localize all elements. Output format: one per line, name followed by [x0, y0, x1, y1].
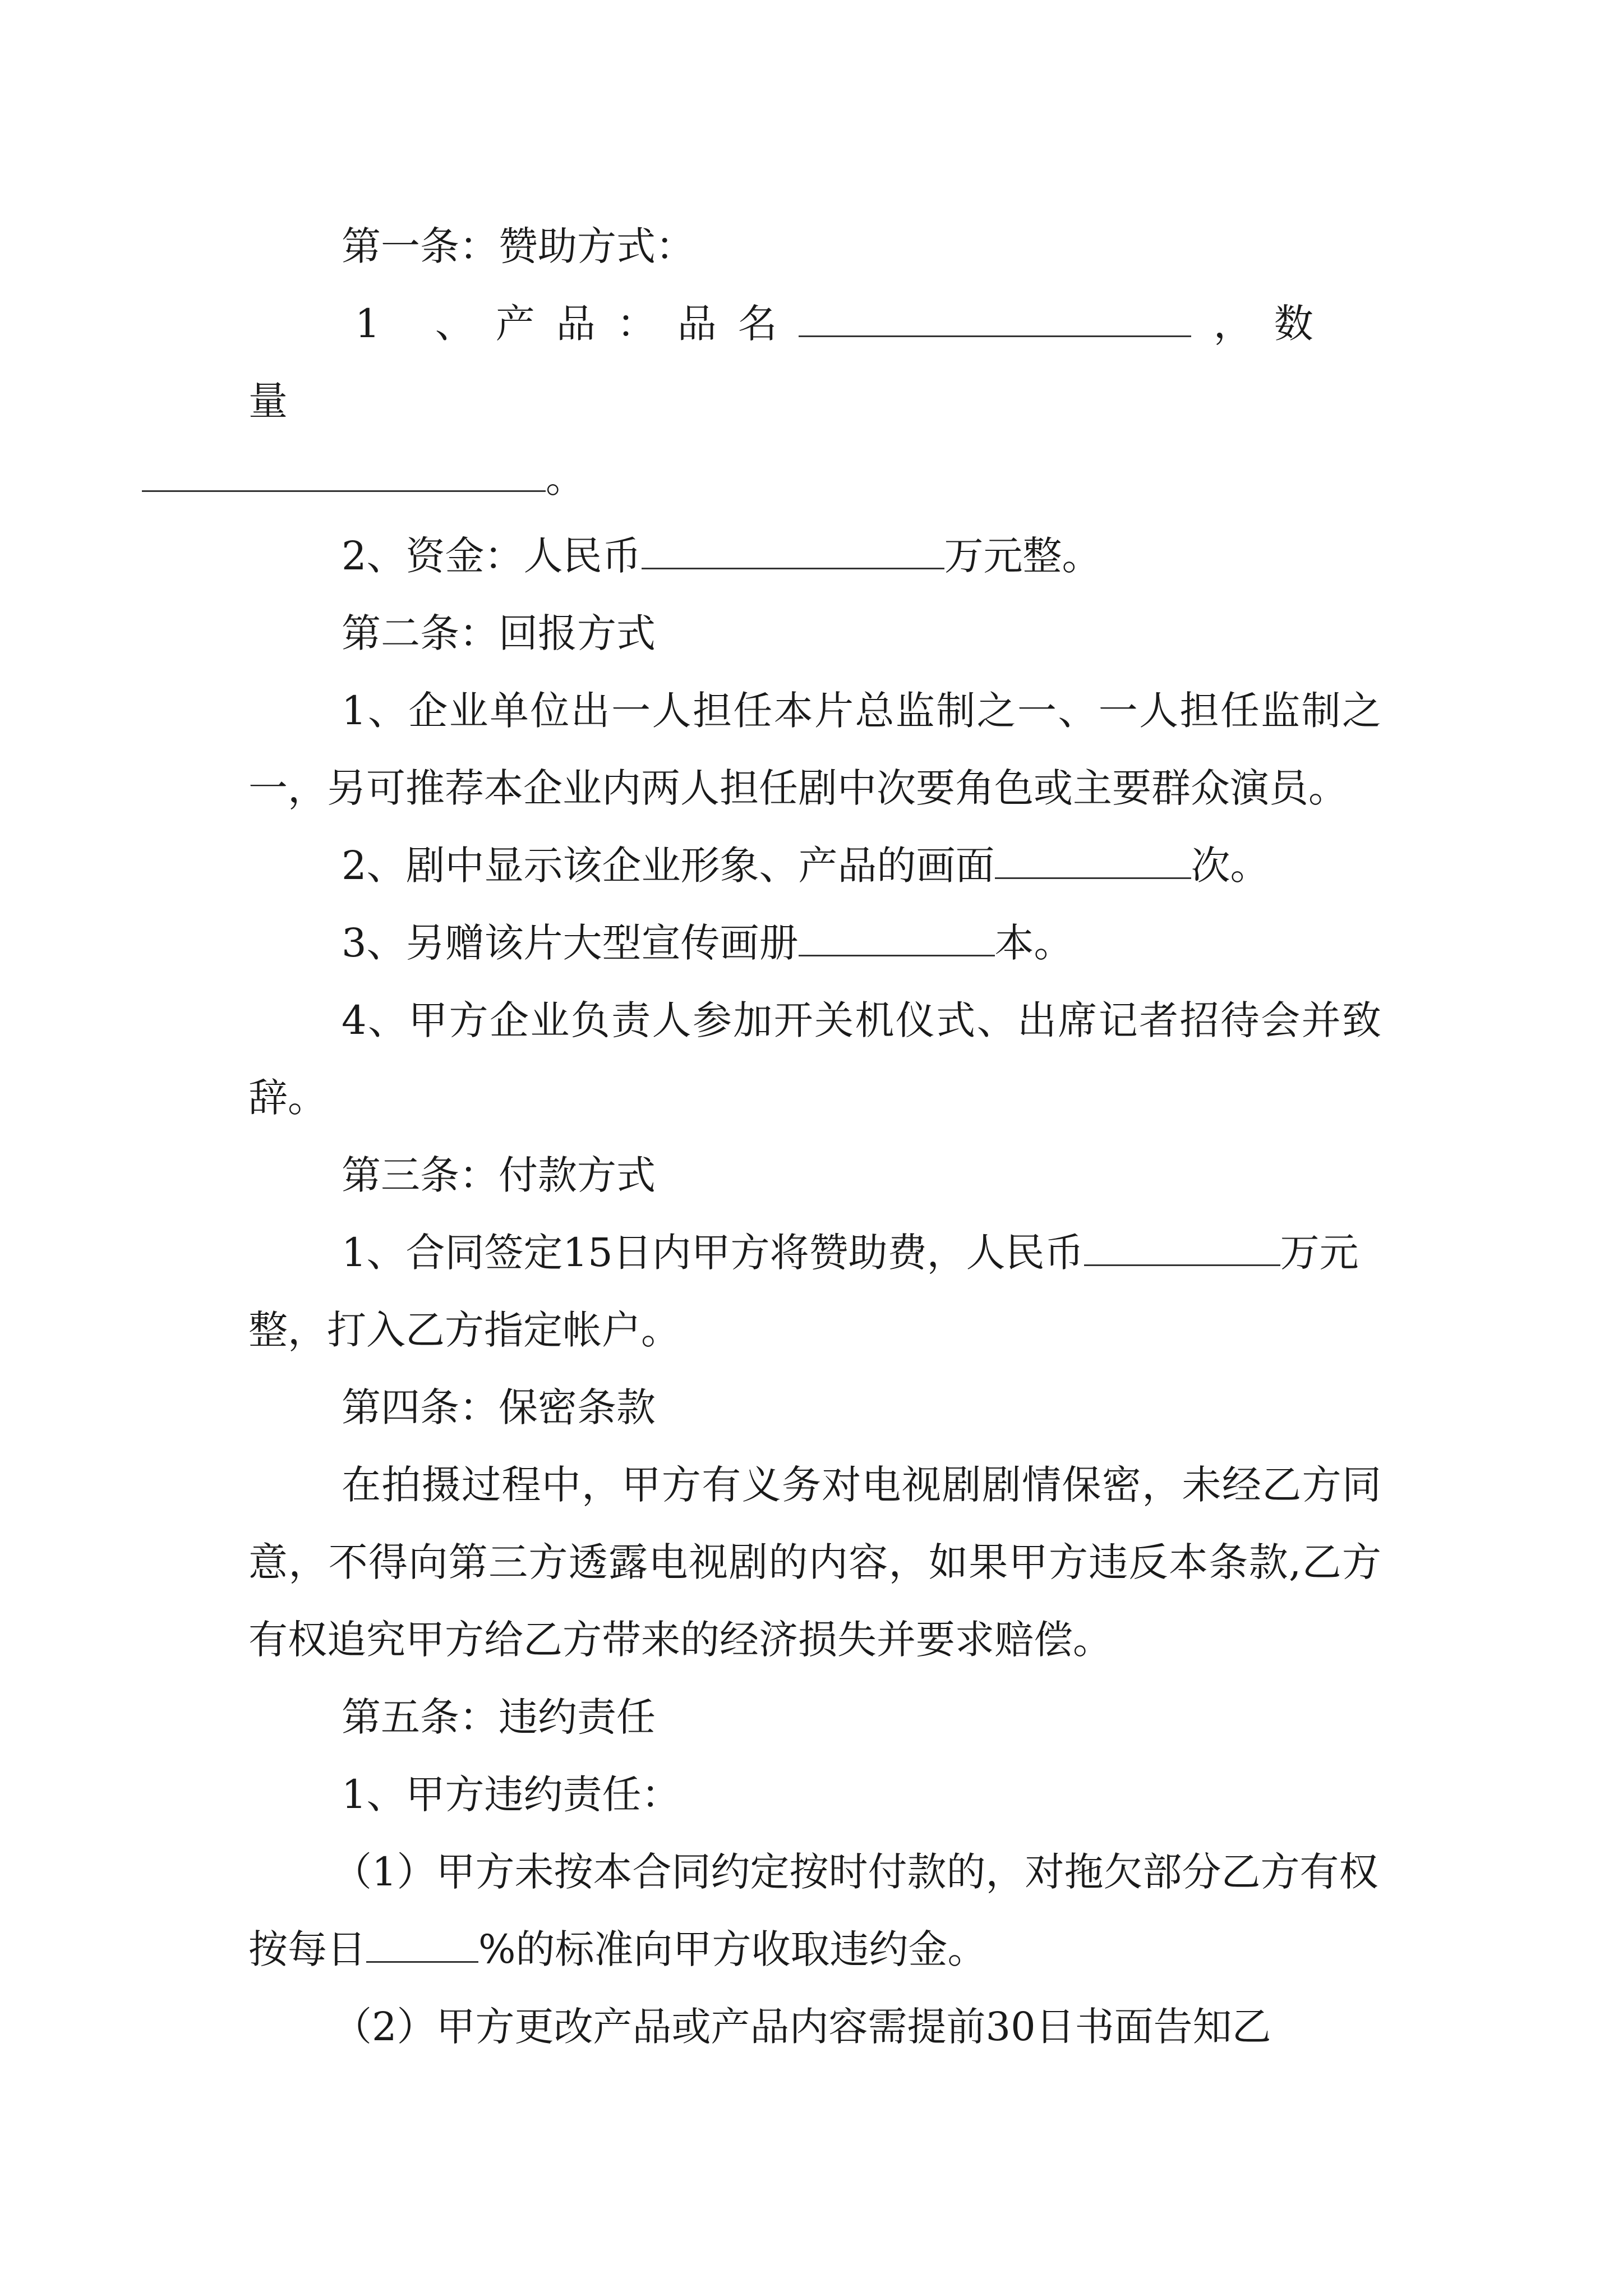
sub-1-suffix: %的标准向甲方收取违约金。 [478, 1926, 987, 1972]
article-4-title [248, 1369, 1381, 1446]
article-3-title [248, 1137, 1381, 1214]
article-1-title-text: 第一条：赞助方式： [342, 223, 695, 269]
sub-2-text: （2）甲方更改产品或产品内容需提前30日书面告知乙 [333, 2004, 1271, 2050]
article-2-item-4: 4、甲方企业负责人参加开关机仪式、出席记者招待会并致辞。 [248, 997, 1381, 1121]
article-4-title-text: 第四条：保密条款 [342, 1384, 656, 1430]
item-2-suffix: 万元整。 [944, 533, 1101, 579]
item-2-prefix: 2、资金：人民币 [342, 533, 642, 579]
article-1-title [248, 208, 1381, 285]
article-2-item-1: 1、企业单位出一人担任本片总监制之一、一人担任监制之一，另可推荐本企业内两人担任剧中次要角色或主要群众演员。 [248, 688, 1381, 811]
screen-times-blank [995, 845, 1191, 879]
contract-body [248, 208, 1381, 2065]
funds-amount-blank [642, 535, 944, 569]
item-2-3-prefix: 3、另赠该片大型宣传画册 [342, 920, 799, 966]
article-3-title-text: 第三条：付款方式 [342, 1152, 656, 1198]
item-3-1-prefix: 1、合同签定15日内甲方将赞助费，人民币 [342, 1230, 1084, 1276]
article-3-item-1 [248, 1214, 1381, 1369]
article-5-title [248, 1678, 1381, 1756]
article-5-item-1 [248, 1756, 1381, 1833]
item-1-end: 。 [546, 455, 585, 501]
article-2-title [248, 595, 1381, 672]
item-2-3-suffix: 本。 [994, 920, 1073, 966]
quantity-blank [142, 458, 546, 492]
penalty-rate-blank [366, 1929, 478, 1963]
item-5-1-text: 1、甲方违约责任： [342, 1772, 681, 1818]
article-5-title-text: 第五条：违约责任 [342, 1694, 656, 1740]
article-1-item-2 [248, 517, 1381, 595]
item-1-quantity-label: ，数量 [248, 301, 1335, 424]
article-2-item-2 [248, 827, 1381, 904]
article-4-body: 在拍摄过程中，甲方有义务对电视剧剧情保密，未经乙方同意，不得向第三方透露电视剧的内容，如果甲方违反本条款,乙方有权追究甲方给乙方带来的经济损失并要求赔偿。 [248, 1462, 1381, 1663]
article-5-sub-1 [248, 1833, 1381, 1988]
item-2-2-suffix: 次。 [1191, 843, 1270, 889]
product-name-blank [799, 303, 1191, 337]
item-1-product-label: 1 、产品：品名 [355, 301, 799, 347]
article-5-sub-2 [248, 1988, 1381, 2065]
item-3-1-suffix: 万元整，打入乙方指定帐户。 [248, 1230, 1359, 1353]
article-2-item-3 [248, 904, 1381, 982]
article-1-item-1 [248, 285, 1381, 517]
sponsorship-fee-blank [1084, 1232, 1280, 1266]
sub-1-prefix: （1）甲方未按本合同约定按时付款的，对拖欠部分乙方有权按每日 [248, 1849, 1378, 1972]
item-2-2-prefix: 2、剧中显示该企业形象、产品的画面 [342, 843, 995, 889]
article-2-title-text: 第二条：回报方式 [342, 610, 656, 656]
brochure-count-blank [799, 922, 995, 956]
